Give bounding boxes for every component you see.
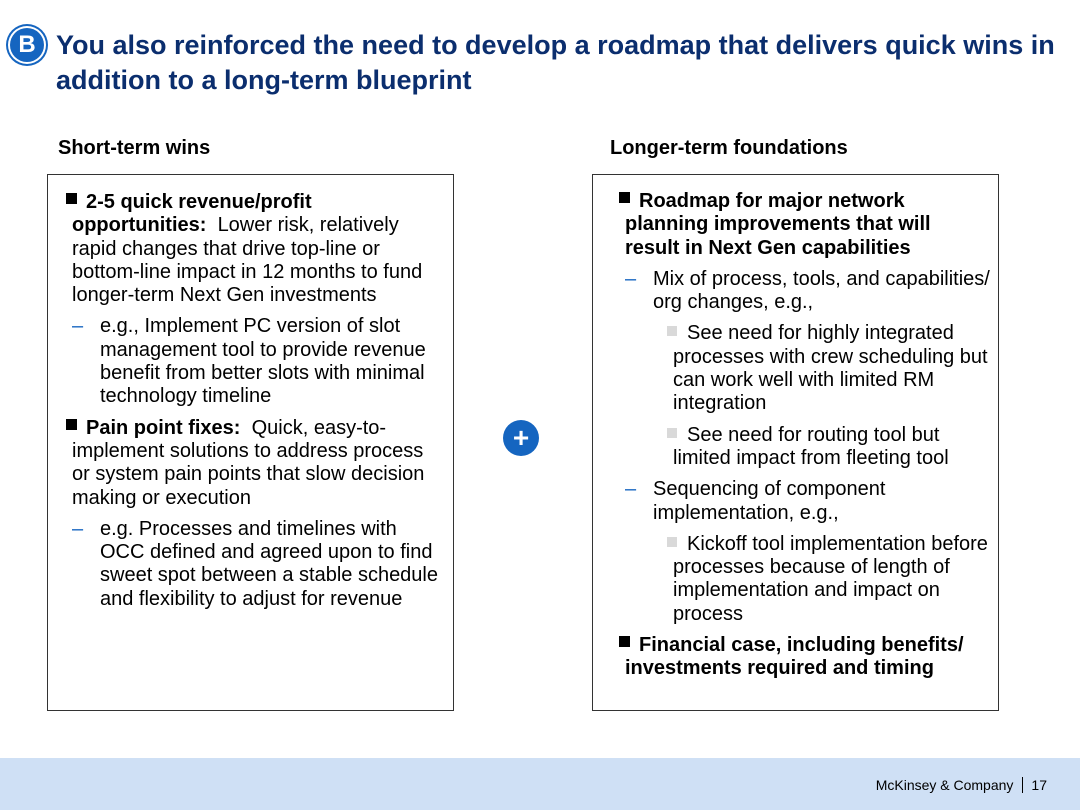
dash-text: e.g., Implement PC version of slot management tool to provide revenue benefit from better slots with minimal technology timeline	[100, 315, 426, 408]
black-square-bullet-icon	[619, 192, 630, 203]
sub-item	[625, 533, 990, 626]
black-square-bullet-icon	[66, 193, 77, 204]
dash-text: Sequencing of component implementation, e.g.,	[653, 478, 886, 524]
sub-text: Kickoff tool implementation before processes because of length of implementation and impact on process	[673, 532, 988, 625]
sub-text: See need for highly integrated processes with crew scheduling but can work well with limited RM integration	[673, 322, 988, 415]
sub-text: See need for routing tool but limited impact from fleeting tool	[673, 423, 949, 469]
dash-text: Mix of process, tools, and capabilities/ org changes, e.g.,	[653, 267, 990, 314]
longer-term-foundations-box	[592, 174, 999, 711]
gray-square-bullet-icon	[667, 326, 677, 336]
dash-item	[72, 518, 443, 611]
section-badge: B	[10, 28, 44, 62]
footer-bar	[0, 758, 1080, 810]
gray-square-bullet-icon	[667, 537, 677, 547]
dash-text: e.g. Processes and timelines with OCC defined and agreed upon to find sweet spot between a stable schedule and flexibility to adjust for revenue	[100, 517, 438, 610]
page-number: 17	[1031, 777, 1047, 793]
black-square-bullet-icon	[66, 419, 77, 430]
bullet-bold-text: 2-5 quick revenue/profit opportunities:	[72, 191, 312, 237]
company-name: McKinsey & Company	[875, 777, 1014, 793]
dash-item	[625, 478, 990, 525]
dash-icon: –	[625, 267, 637, 290]
dash-icon: –	[625, 478, 637, 501]
bullet-bold-text: Pain point fixes:	[86, 416, 241, 439]
bullet-item	[625, 634, 990, 681]
plus-icon: +	[503, 420, 539, 456]
left-column-heading: Short-term wins	[58, 137, 211, 159]
slide-title: You also reinforced the need to develop a roadmap that delivers quick wins in addition to a long-term blueprint	[56, 30, 1055, 95]
bullet-bold-text: Financial case, including benefits/ investments required and timing	[625, 634, 964, 680]
sub-item	[625, 424, 990, 471]
gray-square-bullet-icon	[667, 428, 677, 438]
footer-separator	[1022, 777, 1023, 793]
bullet-item	[625, 190, 990, 260]
black-square-bullet-icon	[619, 636, 630, 647]
footer-text	[876, 777, 1047, 793]
bullet-item	[72, 417, 443, 510]
bullet-text: Quick, easy-to-implement solutions to address process or system pain points that slow decision making or execution	[72, 416, 425, 509]
bullet-bold-text: Roadmap for major network planning improvements that will result in Next Gen capabilities	[625, 190, 931, 259]
sub-item	[625, 322, 990, 415]
right-column-heading: Longer-term foundations	[610, 137, 848, 159]
dash-item	[625, 268, 990, 315]
dash-icon: –	[72, 315, 84, 338]
short-term-wins-box	[47, 174, 454, 711]
bullet-text: Lower risk, relatively rapid changes that drive top-line or bottom-line impact in 12 months to fund longer-term Next Gen investments	[72, 214, 423, 307]
bullet-item	[72, 191, 443, 307]
dash-item	[72, 315, 443, 408]
dash-icon: –	[72, 517, 84, 540]
